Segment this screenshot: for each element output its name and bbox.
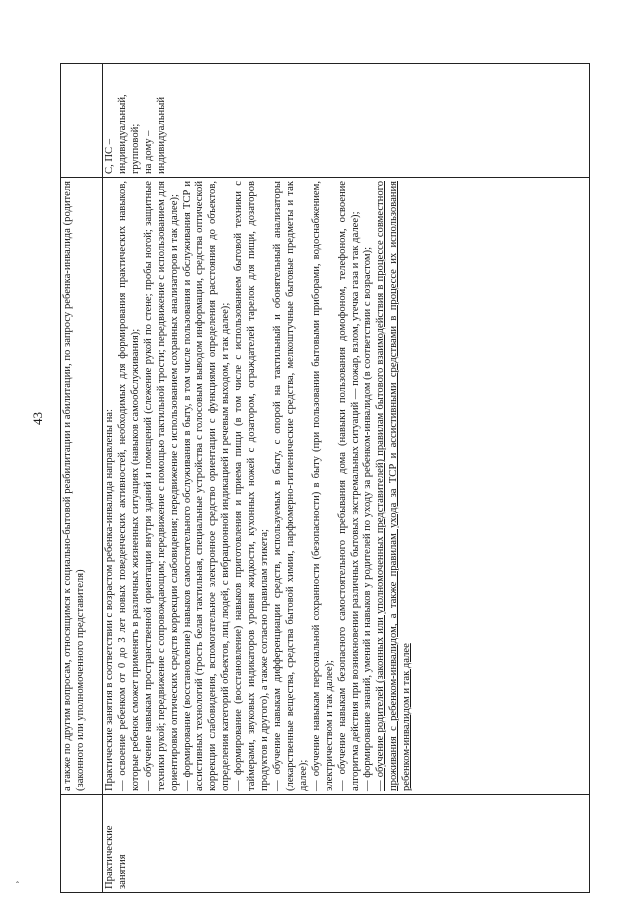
format-line: С, ПС – <box>104 138 115 174</box>
row1-text: а также по другим вопросам, относящимся к социально-бытовой реабилитации и абилитации, по запросу ребенка-инвалида (родителя (законного или уполномоченного представителя) <box>62 181 86 791</box>
list-item: — формирование знаний, умений и навыков у родителей по уходу за ребенком-инвалидом (в соответствии с возрастом); <box>362 246 374 791</box>
list-item: — обучение навыкам безопасного самостоятельного пребывания дома (навыки пользования домофоном, телефоном, освоение алгоритма действия при возникновении различных бытовых экстремальных ситуаций — пожар, взлом, утечка газа и так далее); <box>336 181 361 791</box>
format-line: групповой; <box>129 123 141 174</box>
row2-label: Практические занятия <box>103 795 590 893</box>
row1-col1 <box>61 795 103 893</box>
row2-content <box>103 178 590 795</box>
row1-col3 <box>61 64 103 178</box>
row2-format <box>103 64 590 178</box>
scan-mark: ˆ <box>16 880 19 890</box>
list-item: — формирование (восстановление) навыков приготовления и приема пищи (в том числе с использованием бытовой техники с таймерами, звуковых индикаторов уровня жидкости, кухонных ножей с дозатором, ограждателей тарелок для пищи, дозаторов продуктов и другого), а также согласно правилам этикета; <box>233 181 271 791</box>
list-item: — обучение навыкам пространственной ориентации внутри зданий и помещений (слежение рукой по стене; пробы ногой; защитные техники рукой; передвижение с сопровождающим; передвижение с помощью тактильной трости; передвижение с использованием для ориентировки оптических средств коррекции слабовидения; передвижение с использованием сохранных анализаторов и так далее); <box>142 181 180 791</box>
list-item: — обучение навыкам дифференциации средств, используемых в быту, с опорой на тактильный и обонятельный анализаторы (лекарственные вещества, средства бытовой химии, парфюмерно-гигиенические средства, мелкоштучные бытовые предметы и так далее); <box>271 181 309 791</box>
format-line: индивидуальный <box>155 97 167 174</box>
document-page <box>60 63 590 893</box>
table-row <box>103 64 590 893</box>
list-item: — формирование (восстановление) навыков самостоятельного обслуживания в быту, в том числе пользования и обслуживания ТСР и ассистивных технологий (трость белая тактильная, специальные устройства с голосовым выводом информации, средства оптической коррекции слабовидения, вспомогательное электронное средство ориентации с функциями определения расстояния до объектов, определения категорий объектов, лиц людей, с вибрационной индикацией и речевым выходом, и так далее); <box>181 181 232 791</box>
list-item: Практические занятия в соответствии с возрастом ребенка-инвалида направлены на: <box>104 409 115 791</box>
table-row <box>61 64 103 893</box>
list-item: — освоение ребенком от 0 до 3 лет новых поведенческих активностей, необходимых для формирования практических навыков, которые ребенок сможет применять в различных жизненных ситуациях (навыков самообслуживания); <box>116 181 141 791</box>
format-line: на дому – <box>142 130 154 174</box>
format-line: индивидуальный, <box>116 94 128 174</box>
list-item: — обучение навыкам персональной сохранности (безопасности) в быту (при пользовании бытовыми приборами, водоснабжением, электричеством и так далее); <box>310 181 335 791</box>
row1-col2 <box>61 178 103 795</box>
services-table <box>60 63 590 893</box>
page-number: 43 <box>30 412 45 425</box>
list-item: — обучение родителей (законных или уполномоченных представителей) правилам бытового взаимодействия в процессе совместного проживания с ребенком-инвалидом, а также правилам ухода за ТСР и ассистивными средствами в процессе их использования ребенком-инвалидом и так далее <box>375 181 413 791</box>
